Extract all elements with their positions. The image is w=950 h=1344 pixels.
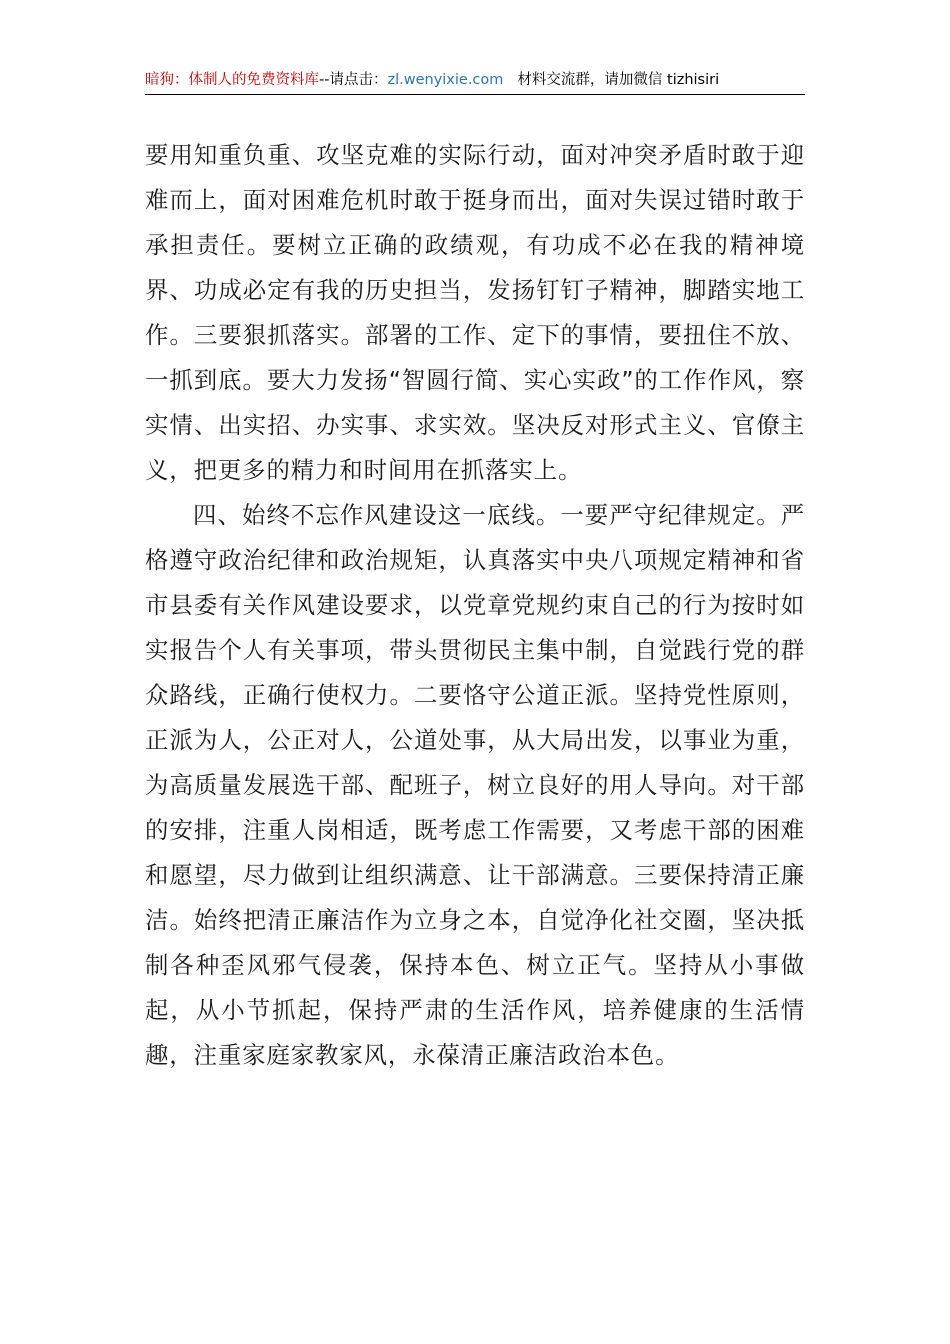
header-wechat-note: 材料交流群，请加微信 tizhisiri [517,72,720,88]
header-brand: 暗狗：体制人的免费资料库 [145,72,319,88]
header-cta: --请点击： [319,72,388,88]
header-link[interactable]: zl.wenyixie.com [387,72,504,88]
paragraph-section-four: 四、始终不忘作风建设这一底线。一要严守纪律规定。严格遵守政治纪律和政治规矩，认真落实中央八项规定精神和省市县委有关作风建设要求，以党章党规约束自己的行为按时如实报告个人有关事项，带头贯彻民主集中制，自觉践行党的群众路线，正确行使权力。二要恪守公道正派。坚持党性原则，正派为人，公正对人，公道处事，从大局出发，以事业为重，为高质量发展选干部、配班子，树立良好的用人导向。对干部的安排，注重人岗相适，既考虑工作需要，又考虑干部的困难和愿望，尽力做到让组织满意、让干部满意。三要保持清正廉洁。始终把清正廉洁作为立身之本，自觉净化社交圈，坚决抵制各种歪风邪气侵袭，保持本色、树立正气。坚持从小事做起，从小节抓起，保持严肃的生活作风，培养健康的生活情趣，注重家庭家教家风，永葆清正廉洁政治本色。 [145,501,805,1069]
document-body [145,133,805,1078]
page-header [145,70,805,95]
paragraph-continuation: 要用知重负重、攻坚克难的实际行动，面对冲突矛盾时敢于迎难而上，面对困难危机时敢于挺身而出，面对失误过错时敢于承担责任。要树立正确的政绩观，有功成不必在我的精神境界、功成必定有我的历史担当，发扬钉钉子精神，脚踏实地工作。三要狠抓落实。部署的工作、定下的事情，要扭住不放、一抓到底。要大力发扬“智圆行简、实心实政”的工作作风，察实情、出实招、办实事、求实效。坚决反对形式主义、官僚主义，把更多的精力和时间用在抓落实上。 [145,141,805,484]
